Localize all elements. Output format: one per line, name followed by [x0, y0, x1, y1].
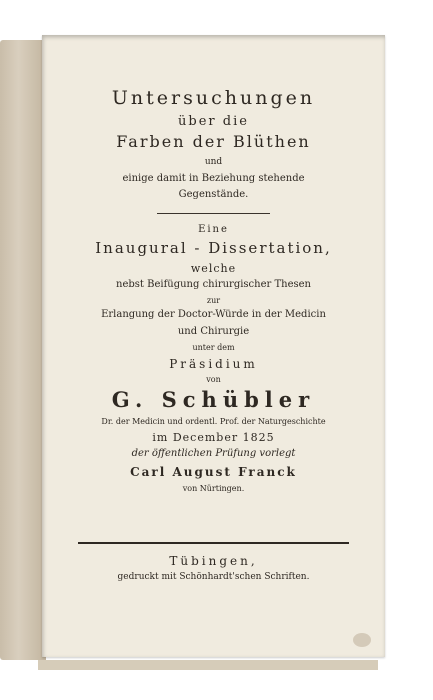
line-chirurgie: und Chirurgie [177, 326, 250, 337]
subtitle-line-uber: über die [178, 114, 249, 129]
paper-stain [353, 633, 371, 647]
line-praesidium: Präsidium [169, 357, 258, 371]
author-name: Carl August Franck [130, 465, 297, 479]
line-unter-dem: unter dem [192, 343, 235, 352]
line-dissertation: Inaugural - Dissertation, [95, 239, 332, 257]
line-nebst: nebst Beifügung chirurgischer Thesen [116, 279, 311, 290]
book-edge [38, 660, 378, 670]
imprint-place: Tübingen, [169, 554, 258, 568]
subtitle-line-einige: einige damit in Beziehung stehende [122, 173, 305, 184]
subtitle-line-und: und [204, 157, 223, 167]
line-zur: zur [206, 296, 221, 305]
line-erlangung: Erlangung der Doctor-Würde in der Medicin [101, 309, 326, 320]
line-eine: Eine [198, 224, 229, 235]
presider-titles: Dr. der Medicin und ordentl. Prof. der Naturgeschichte [101, 417, 326, 426]
title-page [42, 35, 385, 657]
subtitle-line-farben: Farben der Blüthen [116, 132, 311, 151]
line-pruefung: der öffentlichen Prüfung vorlegt [131, 448, 296, 459]
title: Untersuchungen [111, 87, 316, 109]
subtitle-line-gegenstaende: Gegenstände. [178, 189, 249, 200]
author-origin: von Nürtingen. [182, 484, 245, 493]
divider-2 [78, 542, 349, 544]
line-welche: welche [190, 262, 237, 275]
divider-1 [157, 213, 270, 214]
book-spine [0, 40, 46, 660]
line-von: von [206, 375, 221, 384]
line-date: im December 1825 [152, 431, 275, 444]
imprint-printer: gedruckt mit Schönhardt'schen Schriften. [117, 572, 310, 582]
presider-name: G. Schübler [111, 387, 316, 412]
